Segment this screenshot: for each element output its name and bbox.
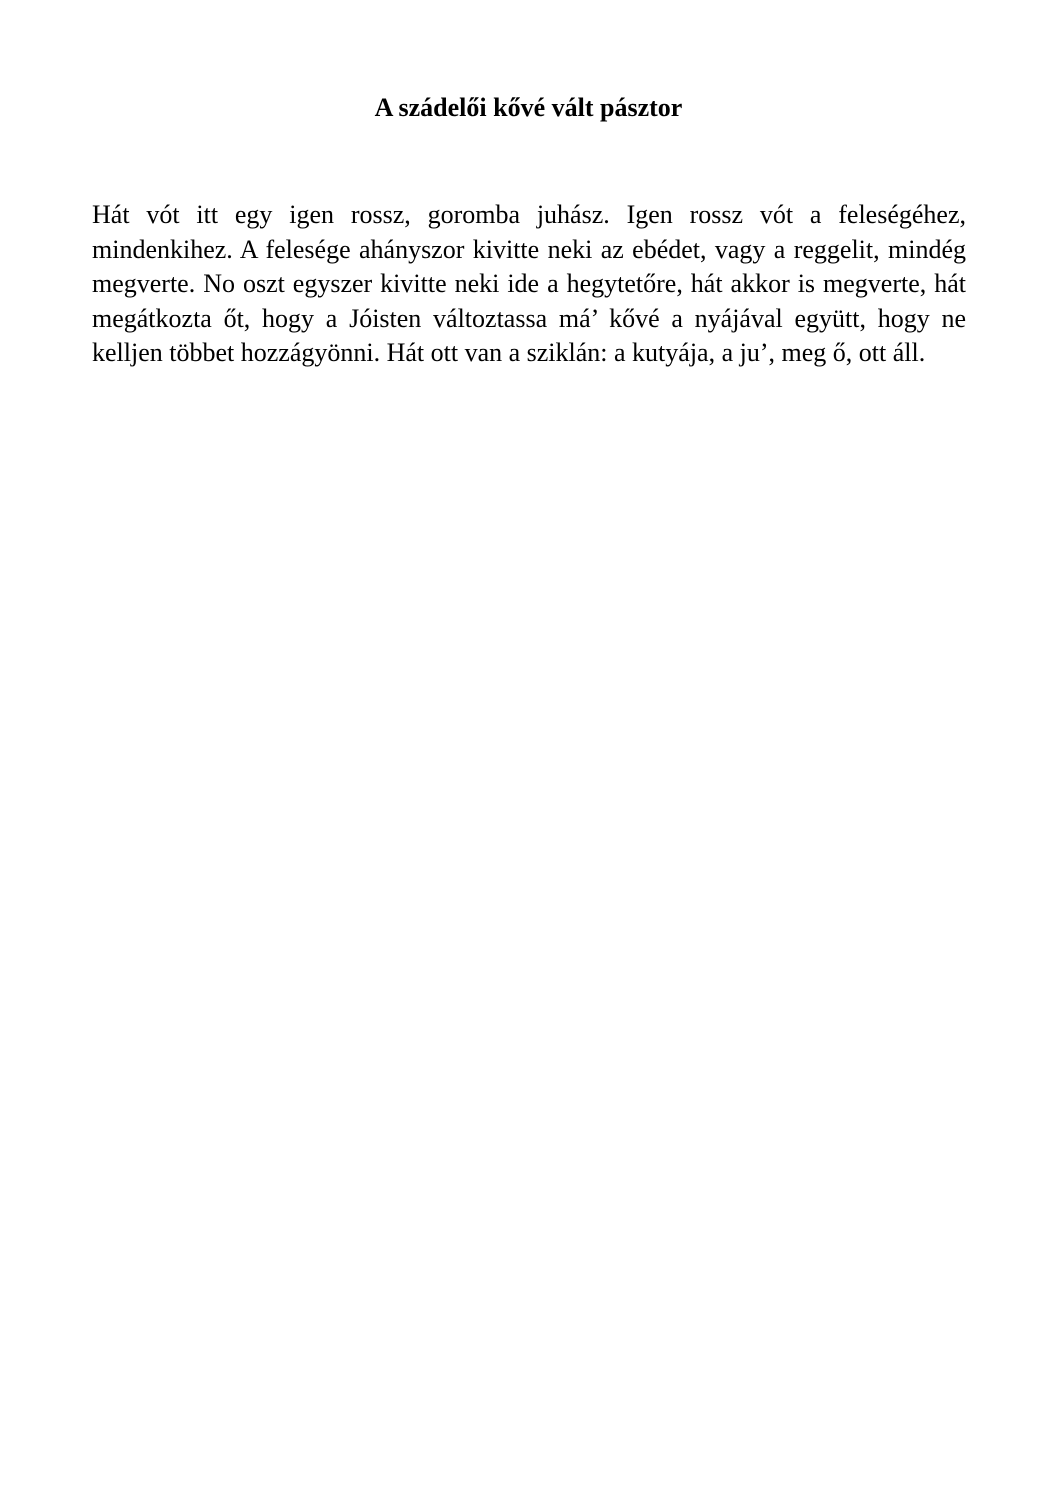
body-paragraph: Hát vót itt egy igen rossz, goromba juhász. Igen rossz vót a feleségéhez, mindenkihez. A felesége ahányszor kivitte neki az ebédet, vagy a reggelit, mindég megverte. No oszt egyszer kivitte neki ide a hegytetőre, hát akkor is megverte, hát megátkozta őt, hogy a Jóisten változtassa má’ kővé a nyájával együtt, hogy ne kelljen többet hozzágyönni. Hát ott van a sziklán: a kutyája, a ju’, meg ő, ott áll. — [92, 200, 966, 367]
document-title: A szádelői kővé vált pásztor — [374, 93, 683, 122]
